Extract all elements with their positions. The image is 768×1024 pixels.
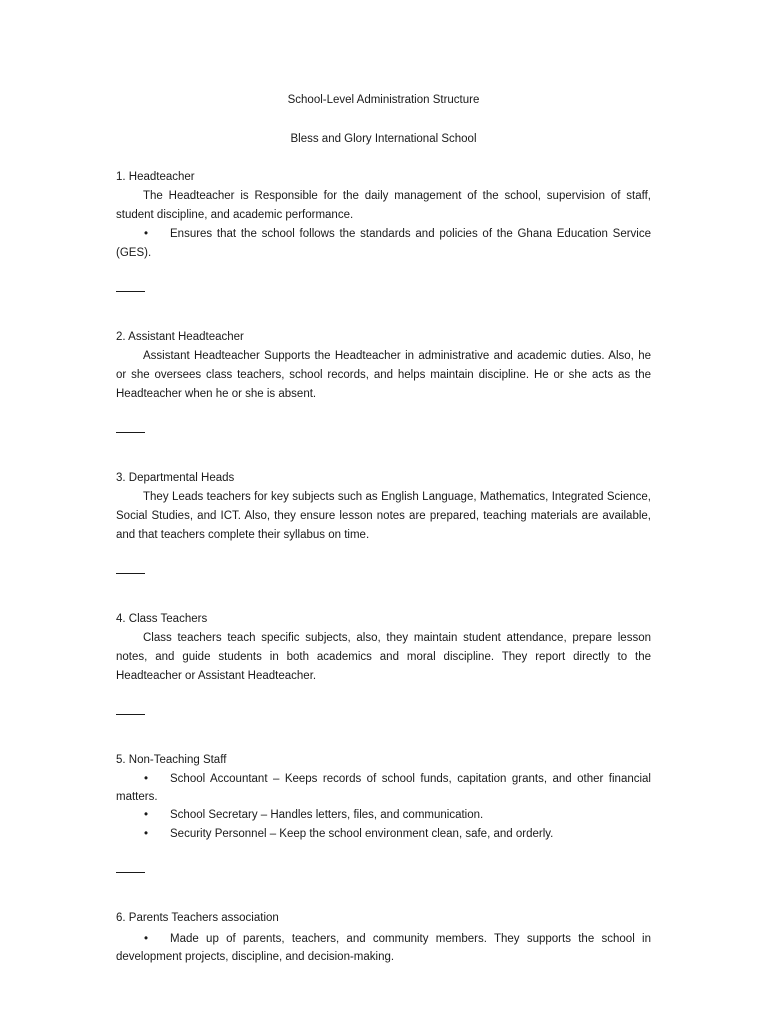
bullet-text: Ensures that the school follows the standards and policies of the Ghana Education Service (GES).	[116, 228, 651, 259]
bullet-item	[116, 806, 651, 825]
bullet-text: Security Personnel – Keep the school environment clean, safe, and orderly.	[170, 828, 554, 840]
bullet-item	[116, 930, 651, 966]
section-paragraph: The Headteacher is Responsible for the daily management of the school, supervision of staff, student discipline, and academic performance.	[116, 190, 651, 221]
school-name: Bless and Glory International School	[290, 133, 477, 145]
bullet-icon: •	[144, 228, 149, 240]
section-headteacher	[116, 168, 651, 263]
bullet-item	[116, 225, 651, 263]
bullet-icon: •	[144, 809, 149, 821]
section-heading: 2. Assistant Headteacher	[116, 331, 244, 343]
section-paragraph: Assistant Headteacher Supports the Headteacher in administrative and academic duties. Also, he or she oversees class teachers, school records, and helps maintain discipline. He or she acts as the Headteacher when he or she is absent.	[116, 350, 651, 400]
section-paragraph: Class teachers teach specific subjects, also, they maintain student attendance, prepare lesson notes, and guide students in both academics and moral discipline. They report directly to the Headteacher or Assistant Headteacher.	[116, 632, 651, 682]
bullet-icon: •	[144, 933, 149, 945]
section-divider	[116, 432, 145, 433]
section-paragraph: They Leads teachers for key subjects such as English Language, Mathematics, Integrated Science, Social Studies, and ICT. Also, they ensure lesson notes are prepared, teaching materials are available, and that teachers complete their syllabus on time.	[116, 491, 651, 541]
section-class-teachers	[116, 610, 651, 686]
bullet-text: School Secretary – Handles letters, files, and communication.	[170, 809, 484, 821]
section-heading: 1. Headteacher	[116, 171, 195, 183]
section-heading: 6. Parents Teachers association	[116, 912, 279, 924]
section-non-teaching-staff	[116, 751, 651, 844]
section-departmental-heads	[116, 469, 651, 545]
section-assistant-headteacher	[116, 328, 651, 404]
document-body	[116, 91, 651, 966]
section-divider	[116, 573, 145, 574]
section-parents-teachers-association	[116, 909, 651, 966]
bullet-text: School Accountant – Keeps records of school funds, capitation grants, and other financial matters.	[116, 773, 651, 803]
section-heading: 3. Departmental Heads	[116, 472, 235, 484]
section-divider	[116, 291, 145, 292]
document-title: School-Level Administration Structure	[287, 94, 480, 106]
bullet-icon: •	[144, 828, 149, 840]
bullet-icon: •	[144, 773, 149, 785]
section-heading: 5. Non-Teaching Staff	[116, 754, 227, 766]
bullet-item	[116, 825, 651, 844]
section-divider	[116, 872, 145, 873]
bullet-text: Made up of parents, teachers, and community members. They supports the school in development projects, discipline, and decision-making.	[116, 933, 651, 963]
bullet-item	[116, 770, 651, 806]
section-heading: 4. Class Teachers	[116, 613, 208, 625]
section-divider	[116, 714, 145, 715]
